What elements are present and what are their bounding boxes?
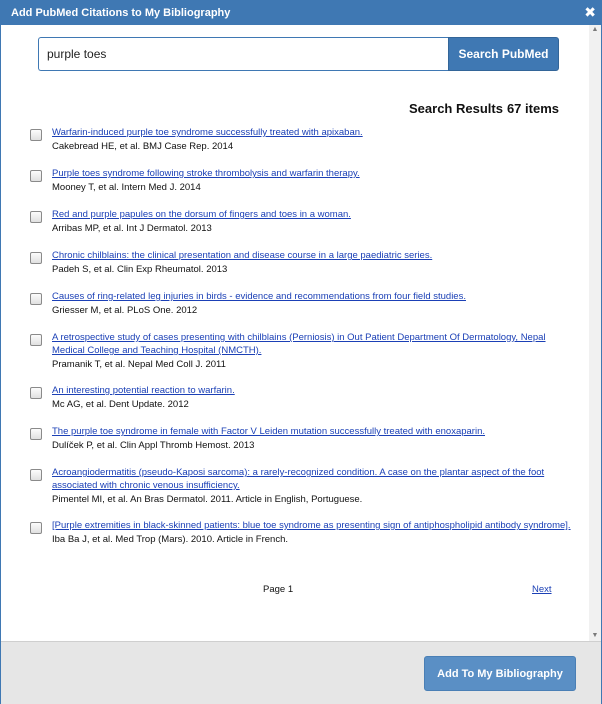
result-checkbox[interactable]: [30, 387, 42, 399]
result-item: [30, 249, 575, 277]
result-citation: Mc AG, et al. Dent Update. 2012: [52, 399, 189, 410]
scroll-up-arrow-icon[interactable]: ▲: [591, 26, 599, 33]
result-checkbox[interactable]: [30, 293, 42, 305]
scroll-down-arrow-icon[interactable]: ▼: [591, 632, 599, 639]
result-item: [30, 466, 575, 506]
results-label: Search Results: [409, 101, 503, 116]
result-citation: Cakebread HE, et al. BMJ Case Rep. 2014: [52, 141, 234, 152]
result-checkbox[interactable]: [30, 252, 42, 264]
result-checkbox[interactable]: [30, 129, 42, 141]
result-checkbox[interactable]: [30, 469, 42, 481]
results-header: [405, 101, 559, 116]
result-item: [30, 167, 575, 195]
result-citation: Arribas MP, et al. Int J Dermatol. 2013: [52, 223, 212, 234]
result-title-link[interactable]: Warfarin-induced purple toe syndrome successfully treated with apixaban.: [52, 127, 363, 138]
result-item: [30, 126, 575, 154]
result-citation: Griesser M, et al. PLoS One. 2012: [52, 305, 198, 316]
page-indicator: Page 1: [263, 584, 294, 595]
result-citation: Pramanik T, et al. Nepal Med Coll J. 2011: [52, 359, 226, 370]
result-title-link[interactable]: [Purple extremities in black-skinned patients: blue toe syndrome as presenting sign of antiphospholipid antibody syndrome].: [52, 520, 571, 531]
result-citation: Dulíček P, et al. Clin Appl Thromb Hemost. 2013: [52, 440, 255, 451]
result-title-link[interactable]: An interesting potential reaction to warfarin.: [52, 385, 235, 396]
result-checkbox[interactable]: [30, 170, 42, 182]
dialog-content: [1, 25, 589, 641]
result-title-link[interactable]: Purple toes syndrome following stroke thrombolysis and warfarin therapy.: [52, 168, 360, 179]
add-to-bibliography-button[interactable]: Add To My Bibliography: [424, 656, 576, 691]
results-list: [30, 126, 575, 560]
next-page-link[interactable]: Next: [532, 584, 552, 595]
result-item: [30, 519, 575, 547]
result-checkbox[interactable]: [30, 428, 42, 440]
dialog-footer: [1, 641, 601, 704]
result-checkbox[interactable]: [30, 522, 42, 534]
result-citation: Pimentel MI, et al. An Bras Dermatol. 2011. Article in English, Portuguese.: [52, 494, 363, 505]
search-pubmed-button[interactable]: Search PubMed: [448, 37, 559, 71]
result-title-link[interactable]: Causes of ring-related leg injuries in birds - evidence and recommendations from four field studies.: [52, 291, 466, 302]
result-citation: Iba Ba J, et al. Med Trop (Mars). 2010. Article in French.: [52, 534, 289, 545]
result-item: [30, 384, 575, 412]
result-title-link[interactable]: Chronic chilblains: the clinical presentation and disease course in a large paediatric series.: [52, 250, 433, 261]
search-input[interactable]: [38, 37, 449, 71]
result-title-link[interactable]: A retrospective study of cases presenting with chilblains (Perniosis) in Out Patient Department Of Dermatology, Nepal Medical College and Teaching Hospital (NMCTH).: [52, 332, 546, 356]
result-citation: Padeh S, et al. Clin Exp Rheumatol. 2013: [52, 264, 228, 275]
dialog-titlebar: [1, 1, 601, 25]
pager: [1, 584, 589, 598]
result-item: [30, 425, 575, 453]
result-item: [30, 290, 575, 318]
result-checkbox[interactable]: [30, 211, 42, 223]
result-title-link[interactable]: Acroangiodermatitis (pseudo-Kaposi sarcoma): a rarely-recognized condition. A case on the plantar aspect of the foot associated with chronic venous insufficiency.: [52, 467, 545, 491]
result-title-link[interactable]: Red and purple papules on the dorsum of fingers and toes in a woman.: [52, 209, 351, 220]
result-citation: Mooney T, et al. Intern Med J. 2014: [52, 182, 201, 193]
result-checkbox[interactable]: [30, 334, 42, 346]
close-icon[interactable]: ✖: [584, 4, 596, 20]
search-row: [38, 37, 559, 71]
result-item: [30, 208, 575, 236]
result-item: [30, 331, 575, 371]
result-title-link[interactable]: The purple toe syndrome in female with Factor V Leiden mutation successfully treated with enoxaparin.: [52, 426, 486, 437]
dialog-title: Add PubMed Citations to My Bibliography: [11, 7, 231, 19]
results-count: 67 items: [506, 101, 559, 116]
results-scrollbar[interactable]: [589, 25, 601, 641]
